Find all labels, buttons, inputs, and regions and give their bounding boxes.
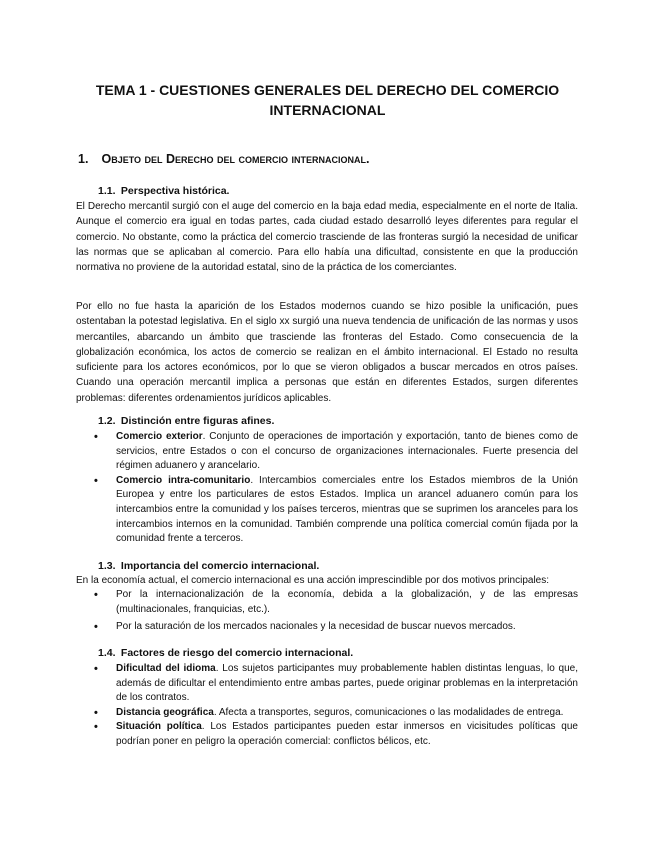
subsection-1-1-title: Perspectiva histórica. [120, 185, 230, 197]
subsection-1-3-title: Importancia del comercio internacional. [120, 560, 320, 572]
list-item-text: . Intercambios comerciales entre los Estados miembros de la Unión Europea y entre los particulares de estos Estados. Implica un arancel aduanero común para los intercambios entre la comunidad y los países terceros, mientras que se suprimen los aranceles para los intercambios internos en la comunidad. También comprende una política comercial común fijada por la comunidad frente a terceros. [116, 474, 578, 545]
list-item [94, 588, 578, 617]
bullet-icon: • [94, 621, 98, 634]
subsection-1-4-title: Factores de riesgo del comercio internacional. [120, 647, 354, 659]
related-figures-list [94, 430, 578, 547]
title-line-2: INTERNACIONAL [269, 102, 386, 118]
bullet-icon: • [94, 663, 98, 675]
list-item-text: Por la internacionalización de la economía, debida a la globalización, y de las empresas (multinacionales, franquicias, etc.). [116, 589, 578, 615]
list-item-term: Comercio intra-comunitario [116, 474, 251, 486]
paragraph-history-1: El Derecho mercantil surgió con el auge del comercio en la baja edad media, especialmente en el norte de Italia. Aunque el comercio era igual en todas partes, cada ciudad estado desarrolló leyes diferentes para regular el comercio. No obstante, como la práctica del comercio trasciende de las fronteras surgió la necesidad de unificar las normas que se aplicaban al comercio. Para ello había una dificultad, consistente en que la producción normativa no proviene de la autoridad estatal, sino de la práctica de los comerciantes. [76, 201, 578, 274]
bullet-icon: • [94, 589, 98, 601]
importance-list [94, 588, 578, 635]
bullet-icon: • [94, 721, 98, 734]
list-item-term: Dificultad del idioma [116, 663, 216, 674]
section-1-title: Objeto del Derecho del comercio internacional. [101, 152, 370, 166]
subsection-1-3-number: 1.3. [98, 560, 116, 572]
importance-intro: En la economía actual, el comercio internacional es una acción imprescindible por dos motivos principales: [76, 575, 550, 586]
subsection-1-1-number: 1.1. [98, 185, 116, 197]
list-item-term: Comercio exterior [116, 431, 203, 442]
list-item-text: Por la saturación de los mercados nacionales y la necesidad de buscar nuevos mercados. [116, 621, 516, 633]
document-title [60, 80, 595, 120]
bullet-icon: • [94, 431, 98, 443]
list-item-text: . Los Estados participantes pueden estar inmersos en vicisitudes políticas que podrían poner en peligro la operación comercial: conflictos bélicos, etc. [116, 721, 578, 747]
section-1-number: 1. [78, 152, 89, 166]
subsection-1-1-heading [98, 185, 229, 197]
subsection-1-3-heading [98, 560, 319, 572]
list-item [94, 620, 578, 635]
list-item [94, 706, 578, 721]
subsection-1-2-heading [98, 415, 274, 427]
bullet-icon: • [94, 474, 98, 487]
list-item [94, 662, 578, 706]
list-item-text: . Los sujetos participantes muy probablemente hablen distintas lenguas, lo que, además de dificultar el entendimiento entre ambas partes, puede originar problemas en la interpretación de los contratos. [116, 663, 578, 704]
list-item-term: Situación política [116, 721, 202, 733]
subsection-1-4-number: 1.4. [98, 647, 116, 659]
list-item-text: . Afecta a transportes, seguros, comunicaciones o las modalidades de entrega. [213, 706, 564, 718]
list-item [94, 720, 578, 749]
bullet-icon: • [94, 706, 98, 719]
subsection-1-4-heading [98, 647, 353, 659]
paragraph-history-2: Por ello no fue hasta la aparición de los Estados modernos cuando se hizo posible la unificación, pues ostentaban la potestad legislativa. En el siglo xx surgió una nueva tendencia de unificación de las normas y usos mercantiles, abarcando un ámbito que trasciende las fronteras del Estado. Como consecuencia de la globalización económica, los actos de comercio se realizan en el ámbito internacional. El Estado no resulta suficiente para los actores económicos, por lo que se vieron obligados a buscar mercados en otros países. Cuando una operación mercantil implica a personas que están en diferentes Estados, surgen diferentes problemas: diferentes ordenamientos jurídicos aplicables. [76, 301, 578, 404]
list-item [94, 430, 578, 474]
list-item [94, 474, 578, 547]
section-1-heading [78, 152, 369, 166]
risk-factors-list [94, 662, 578, 750]
list-item-text: . Conjunto de operaciones de importación y exportación, tanto de bienes como de servicios, entre Estados o con el concurso de organizaciones internacionales. Fuerte presencia del régimen aduanero y arancelario. [116, 431, 579, 472]
title-line-1: TEMA 1 - CUESTIONES GENERALES DEL DERECHO DEL COMERCIO [95, 82, 560, 98]
subsection-1-2-number: 1.2. [98, 415, 116, 427]
subsection-1-2-title: Distinción entre figuras afines. [120, 415, 275, 427]
list-item-term: Distancia geográfica [116, 706, 214, 718]
